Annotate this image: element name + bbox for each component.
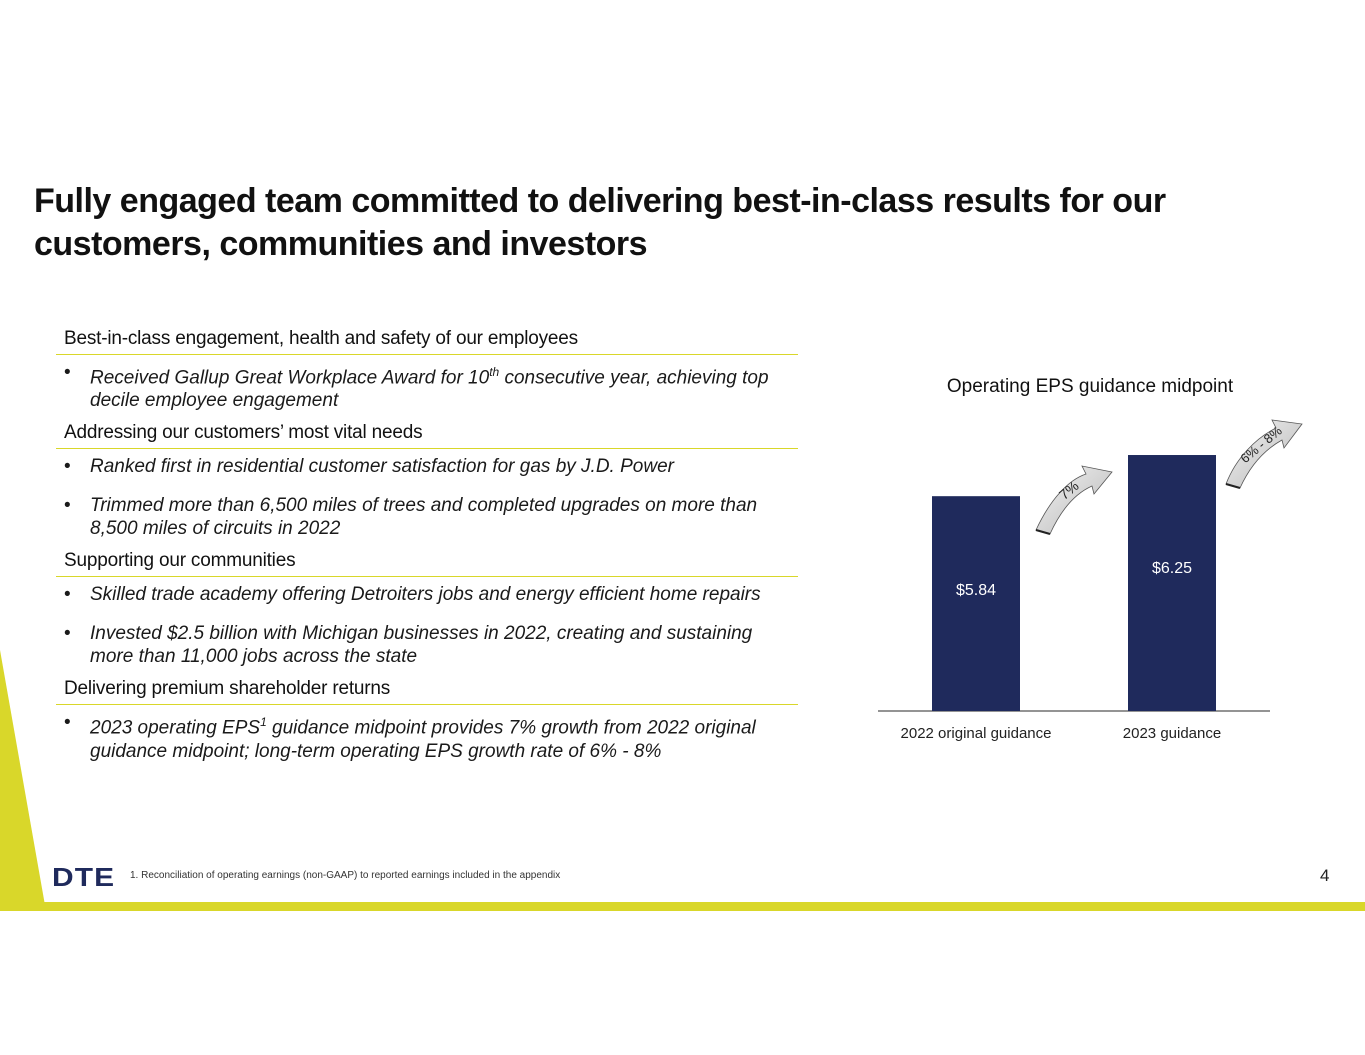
dte-logo: DTE (52, 862, 116, 892)
bullet-marker: • (64, 456, 71, 478)
bullet-text-cont: consecutive year, achieving top decile employee engagement (90, 367, 769, 412)
content-panel (56, 326, 798, 771)
bullet-item (56, 583, 798, 606)
chart-svg (860, 370, 1285, 770)
bullet-text: Invested $2.5 billion with Michigan businesses in 2022, creating and sustaining more than 11,000 jobs across the state (90, 623, 753, 668)
bullet-marker: • (64, 362, 71, 383)
bullet-marker: • (64, 495, 71, 517)
bullet-text-cont: guidance midpoint provides 7% growth from 2022 original guidance midpoint; long-term operating EPS growth rate of 6% - 8% (90, 717, 756, 762)
bar-2023-guidance (1128, 455, 1216, 711)
bullet-item (56, 494, 798, 540)
section-heading: Delivering premium shareholder returns (56, 676, 798, 705)
bar-2022-original-guidance (932, 496, 1020, 711)
accent-wedge (0, 650, 50, 911)
long-term-arrow-icon (1226, 420, 1302, 488)
bullet-item (56, 622, 798, 668)
section-heading: Best-in-class engagement, health and safety of our employees (56, 326, 798, 355)
category-label: 2023 guidance (1122, 725, 1222, 742)
slide-title: Fully engaged team committed to delivering best-in-class results for our customers, communities and investors (34, 182, 1166, 263)
page-number: 4 (1320, 866, 1330, 885)
superscript: th (489, 365, 500, 379)
category-label: 2022 original guidance (900, 725, 1052, 742)
long-term-annotation: 6% - 8% (1237, 423, 1285, 467)
accent-bar (0, 902, 1365, 911)
section-employees (56, 326, 798, 412)
superscript: 1 (260, 715, 267, 730)
bullet-marker: • (64, 623, 71, 645)
bullet-text: Trimmed more than 6,500 miles of trees and completed upgrades on more than 8,500 miles of circuits in 2022 (90, 495, 758, 540)
bullet-marker: • (64, 584, 71, 606)
section-heading: Supporting our communities (56, 548, 798, 577)
bullet-text: 2023 operating EPS (90, 717, 261, 739)
bullet-text: Ranked first in residential customer satisfaction for gas by J.D. Power (90, 456, 674, 478)
section-customers (56, 420, 798, 540)
bullet-item (56, 455, 798, 478)
eps-chart (860, 370, 1285, 770)
chart-title: Operating EPS guidance midpoint (946, 376, 1234, 397)
bullet-item (56, 361, 798, 412)
bullet-item (56, 711, 798, 762)
bullet-text: Received Gallup Great Workplace Award for 10 (90, 367, 490, 389)
bar-value-label: $5.84 (955, 581, 997, 599)
bar-value-label: $6.25 (1151, 559, 1193, 577)
footnote: 1. Reconciliation of operating earnings (non-GAAP) to reported earnings included in the appendix (130, 870, 561, 881)
bullet-marker: • (64, 712, 71, 734)
bullet-text: Skilled trade academy offering Detroiters jobs and energy efficient home repairs (90, 584, 761, 606)
growth-annotation: 7% (1055, 477, 1082, 503)
growth-arrow-icon (1036, 466, 1112, 534)
section-shareholders (56, 676, 798, 762)
section-communities (56, 548, 798, 668)
section-heading: Addressing our customers’ most vital needs (56, 420, 798, 449)
